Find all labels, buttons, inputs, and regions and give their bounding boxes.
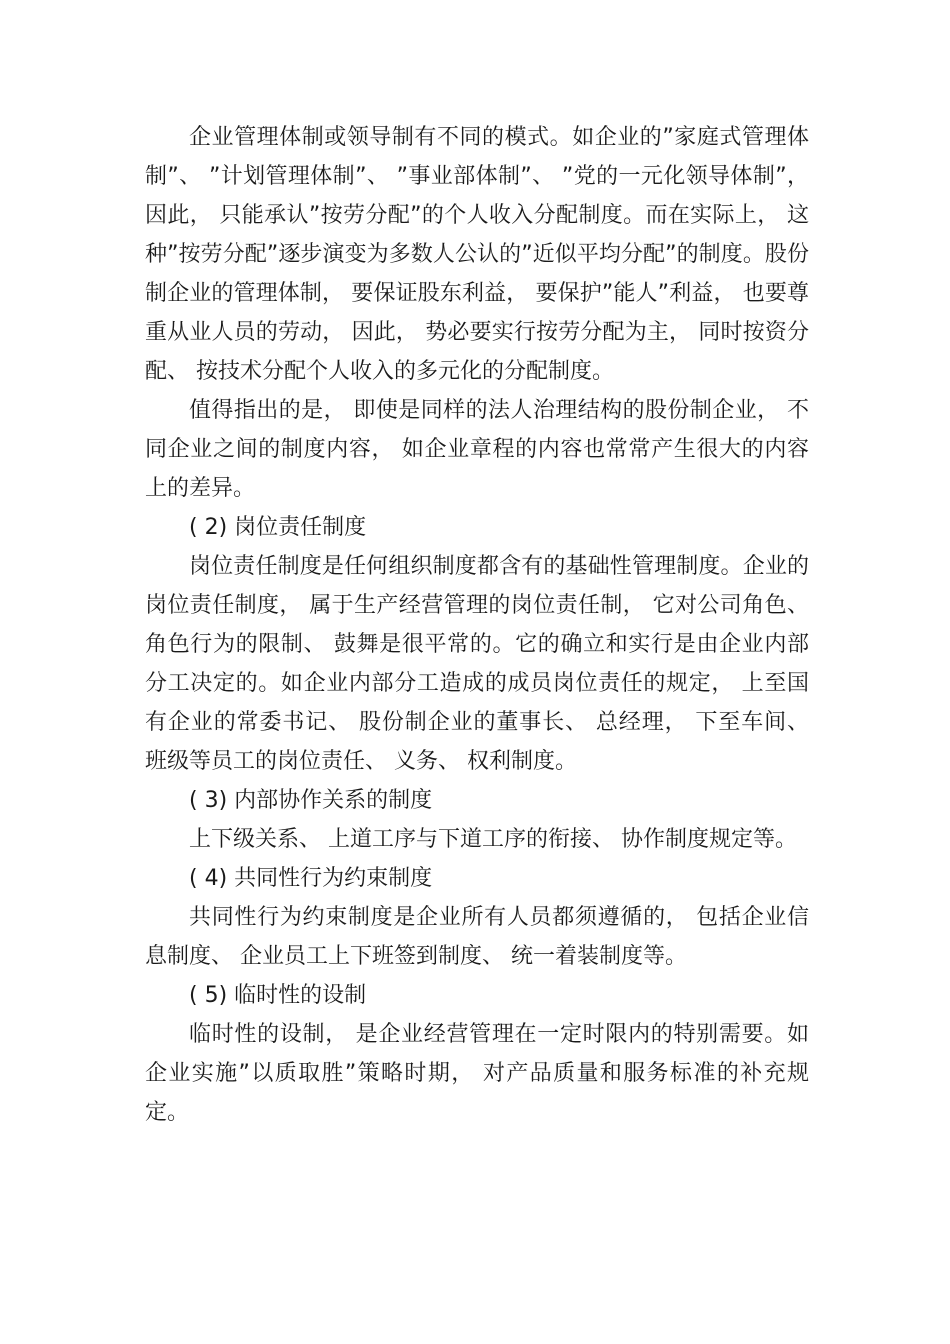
heading-common-behavior: ( 4) 共同性行为约束制度 [189, 866, 433, 891]
paragraph-job-responsibility: 岗位责任制度是任何组织制度都含有的基础性管理制度。企业的岗位责任制度， 属于生产经营管理的岗位责任制， 它对公司角色、 角色行为的限制、 鼓舞是很平常的。它的确立和实行是由企业内部分工决定的。如企业内部分工造成的成员岗位责任的规定， 上至国有企业的常委书记、 股份制企业的董事长、 总经理， 下至车间、 班级等员工的岗位责任、 义务、 权利制度。 [145, 554, 809, 774]
paragraph-noteworthy: 值得指出的是， 即使是同样的法人治理结构的股份制企业， 不同企业之间的制度内容， 如企业章程的内容也常常产生很大的内容上的差异。 [145, 398, 809, 501]
heading-temporary-rules: ( 5) 临时性的设制 [189, 983, 367, 1008]
paragraph-temporary-rules: 临时性的设制， 是企业经营管理在一定时限内的特别需要。如企业实施”以质取胜”策略时期， 对产品质量和服务标准的补充规定。 [145, 1022, 809, 1125]
paragraph-common-behavior: 共同性行为约束制度是企业所有人员都须遵循的， 包括企业信息制度、 企业员工上下班签到制度、 统一着装制度等。 [145, 905, 809, 969]
paragraph-management-system: 企业管理体制或领导制有不同的模式。如企业的”家庭式管理体制”、 ”计划管理体制”、 ”事业部体制”、 ”党的一元化领导体制”， 因此， 只能承认”按劳分配”的个人收入分配制度。而在实际上， 这种”按劳分配”逐步演变为多数人公认的”近似平均分配”的制度。股份制企业的管理体制， 要保证股东利益， 要保护”能人”利益， 也要尊重从业人员的劳动， 因此， 势必要实行按劳分配为主， 同时按资分配、 按技术分配个人收入的多元化的分配制度。 [145, 125, 809, 384]
heading-job-responsibility: ( 2) 岗位责任制度 [189, 515, 367, 540]
document-body [145, 118, 809, 1132]
heading-internal-cooperation: ( 3) 内部协作关系的制度 [189, 788, 433, 813]
paragraph-internal-cooperation: 上下级关系、 上道工序与下道工序的衔接、 协作制度规定等。 [189, 827, 797, 852]
